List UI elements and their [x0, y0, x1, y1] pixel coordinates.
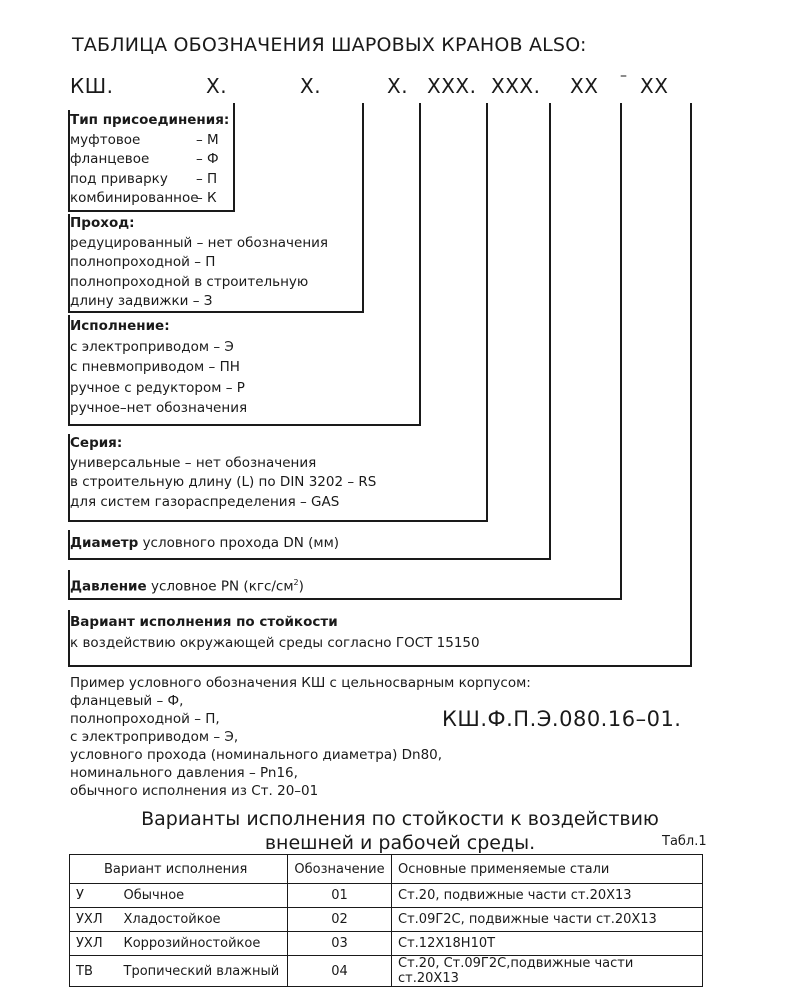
- list-item: [70, 170, 230, 190]
- example-line: полнопроходной – П,: [70, 711, 220, 727]
- list-item: [70, 131, 230, 151]
- cell-steel: Ст.20, подвижные части ст.20Х13: [392, 884, 703, 908]
- list-item: универсальные – нет обозначения: [70, 454, 317, 471]
- section-heading: Проход:: [70, 215, 135, 231]
- section-heading: Тип присоединения:: [70, 112, 230, 128]
- section-heading: Серия:: [70, 435, 123, 451]
- header-designation: Обозначение: [288, 855, 392, 884]
- leader-line-diameter: [549, 103, 551, 560]
- example-line: фланцевый – Ф,: [70, 693, 184, 709]
- section-variant: [70, 612, 480, 654]
- table-row: [70, 956, 703, 987]
- list-item: ручное–нет обозначения: [70, 400, 248, 416]
- section-execution: [70, 316, 247, 419]
- table-title-line-2: внешней и рабочей среды.: [264, 832, 536, 854]
- list-item: полнопроходной – П: [70, 254, 216, 270]
- table-row: [70, 908, 703, 932]
- example-line: условного прохода (номинального диаметра) Dn80,: [70, 747, 443, 763]
- cell-steel: Ст.09Г2С, подвижные части ст.20Х13: [392, 908, 703, 932]
- list-item: с пневмоприводом – ПН: [70, 359, 240, 375]
- example-line: с электроприводом – Э,: [70, 729, 239, 745]
- list-item: к воздействию окружающей среды согласно ГОСТ 15150: [70, 635, 480, 651]
- list-item: длину задвижки – З: [70, 293, 213, 309]
- cell-climate: ТВ: [70, 956, 118, 987]
- section-pressure: [70, 573, 304, 597]
- list-item: полнопроходной в строительную: [70, 273, 309, 290]
- pressure-text: условное PN (кгс/см: [146, 578, 294, 595]
- header-variant: Вариант исполнения: [70, 855, 288, 884]
- cell-climate: УХЛ: [70, 932, 118, 956]
- item-code: – Ф: [196, 151, 219, 167]
- code-part-pressure: ХХ: [570, 74, 599, 98]
- cell-name: Обычное: [118, 884, 288, 908]
- list-item: ручное с редуктором – Р: [70, 379, 245, 396]
- cell-name: Тропический влажный: [118, 956, 288, 987]
- list-item: для систем газораспределения – GAS: [70, 493, 340, 510]
- leader-line-variant: [690, 103, 692, 667]
- item-code: – П: [196, 170, 218, 187]
- diameter-text: условного прохода DN (мм): [138, 535, 340, 551]
- section-series: [70, 434, 376, 512]
- code-part-connection: Х.: [206, 74, 228, 98]
- code-part-diameter: ХХХ.: [491, 74, 541, 98]
- variants-table: [69, 854, 703, 987]
- example-line: обычного исполнения из Ст. 20–01: [70, 783, 319, 799]
- table-label: Табл.1: [662, 834, 707, 849]
- list-item: в строительную длину (L) по DIN 3202 – RS: [70, 474, 377, 490]
- example-code: КШ.Ф.П.Э.080.16–01.: [442, 707, 682, 731]
- code-part-execution: Х.: [387, 74, 409, 98]
- list-item: редуцированный – нет обозначения: [70, 234, 329, 251]
- cell-name: Хладостойкое: [118, 908, 288, 932]
- section-heading: Исполнение:: [70, 318, 170, 334]
- leader-line-connection: [233, 103, 235, 212]
- section-connection-type: [70, 111, 230, 209]
- leader-line-pressure: [620, 103, 622, 600]
- header-steels: Основные применяемые стали: [392, 855, 703, 884]
- section-heading: Вариант исполнения по стойкости: [70, 614, 338, 630]
- code-part-bore: Х.: [300, 74, 322, 98]
- underline-pressure: [68, 598, 622, 600]
- page-title: ТАБЛИЦА ОБОЗНАЧЕНИЯ ШАРОВЫХ КРАНОВ ALSO:: [72, 34, 587, 56]
- pressure-sup: 2: [293, 578, 299, 587]
- underline-variant: [68, 665, 692, 667]
- table-title-line-1: Варианты исполнения по стойкости к воздействию: [141, 808, 659, 830]
- code-part-ksh: КШ.: [70, 74, 114, 98]
- cell-steel: Ст.20, Ст.09Г2С,подвижные части ст.20Х13: [392, 956, 703, 987]
- code-part-series: ХХХ.: [427, 74, 477, 98]
- cell-name: Коррозийностойкое: [118, 932, 288, 956]
- leader-line-series: [486, 103, 488, 522]
- underline-execution: [68, 424, 421, 426]
- leader-line-bore: [362, 103, 364, 313]
- table-header-row: [70, 855, 703, 884]
- underline-series: [68, 520, 488, 522]
- code-part-variant: ХХ: [640, 74, 669, 98]
- leader-line-execution: [419, 103, 421, 426]
- table-row: [70, 884, 703, 908]
- list-item: с электроприводом – Э: [70, 338, 234, 355]
- table-row: [70, 932, 703, 956]
- cell-designation: 01: [288, 884, 392, 908]
- example-block: [70, 674, 531, 800]
- section-bore: [70, 214, 328, 312]
- section-diameter: [70, 534, 339, 554]
- item-label: комбинированное: [70, 190, 199, 206]
- cell-climate: УХЛ: [70, 908, 118, 932]
- item-code: – К: [196, 190, 217, 206]
- underline-connection: [68, 210, 235, 212]
- item-label: муфтовое: [70, 131, 141, 148]
- item-code: – М: [196, 131, 219, 148]
- item-label: под приварку: [70, 170, 168, 187]
- list-item: [70, 189, 230, 209]
- underline-diameter: [68, 558, 551, 560]
- diameter-label: Диаметр: [70, 535, 139, 551]
- cell-steel: Ст.12Х18Н10Т: [392, 932, 703, 956]
- example-line: номинального давления – Pn16,: [70, 765, 298, 781]
- example-line: Пример условного обозначения КШ с цельносварным корпусом:: [70, 675, 531, 691]
- cell-designation: 04: [288, 956, 392, 987]
- cell-designation: 03: [288, 932, 392, 956]
- cell-designation: 02: [288, 908, 392, 932]
- cell-climate: У: [70, 884, 118, 908]
- code-dash: –: [620, 68, 628, 84]
- item-label: фланцевое: [70, 151, 150, 167]
- pressure-label: Давление: [70, 578, 147, 595]
- list-item: [70, 150, 230, 170]
- pressure-end: ): [298, 578, 304, 595]
